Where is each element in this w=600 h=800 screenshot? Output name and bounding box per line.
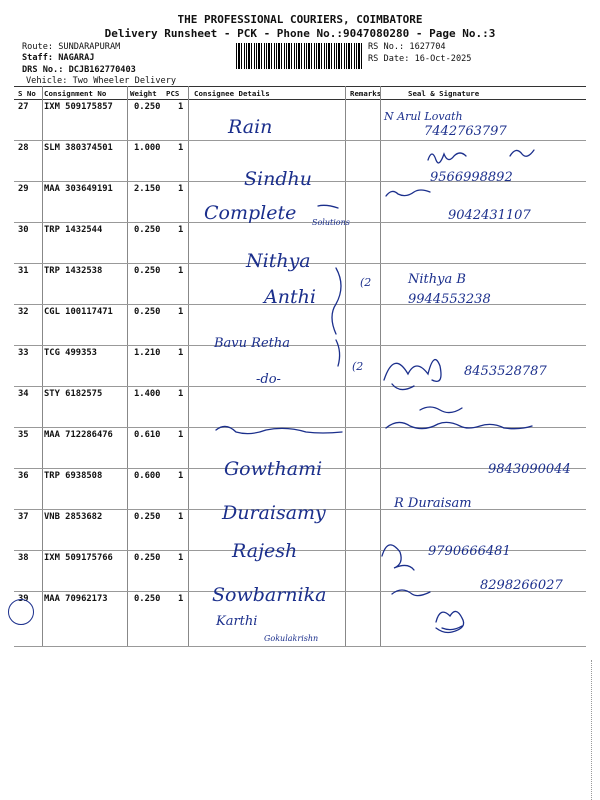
serial-number: 37 [18,512,29,522]
consignee-signature: Gowthami [224,458,323,480]
consignment-number: IXM 509175857 [44,102,113,112]
pieces-count: 1 [178,348,184,358]
pieces-count: 1 [178,143,184,153]
serial-number: 32 [18,307,29,317]
consignee-signature: Nithya [246,250,311,272]
receiver-signature: R Duraisam [394,496,472,511]
weight-value: 0.250 [134,553,161,563]
receiver-signature: Nithya B [408,272,466,287]
pieces-count: 1 [178,512,184,522]
table-top-rule [14,86,586,87]
receiver-phone: 9843090044 [488,462,571,477]
rs-number: RS No.: 1627704 [368,42,446,52]
pieces-count: 1 [178,553,184,563]
serial-number: 39 [18,594,29,604]
runsheet-title: Delivery Runsheet - PCK - Phone No.:9047080280 - Page No.:3 [104,27,496,40]
consignee-signature: Anthi [264,286,316,308]
serial-number: 38 [18,553,29,563]
receiver-phone: 7442763797 [424,124,507,139]
receiver-phone: 9042431107 [448,208,531,223]
col-weight: Weight [130,89,157,98]
consignment-number: MAA 712286476 [44,430,113,440]
serial-number: 31 [18,266,29,276]
consignment-number: CGL 100117471 [44,307,113,317]
pieces-count: 1 [178,389,184,399]
table-row [14,386,586,428]
rs-date: RS Date: 16-Oct-2025 [368,54,472,64]
pieces-count: 1 [178,266,184,276]
consignee-signature: Sindhu [244,168,312,190]
weight-value: 0.250 [134,594,161,604]
consignee-signature: Rain [228,116,273,138]
barcode [236,43,364,69]
serial-number: 33 [18,348,29,358]
weight-value: 0.250 [134,512,161,522]
receiver-phone: 9566998892 [430,170,513,185]
col-consignment: Consignment No [44,89,107,98]
handwritten-circle [8,599,34,625]
pieces-count: 1 [178,594,184,604]
serial-number: 29 [18,184,29,194]
scan-edge [591,660,598,800]
receiver-signature: N Arul Lovath [384,110,463,123]
consignment-number: VNB 2853682 [44,512,103,522]
consignee-signature: -do- [256,372,281,387]
remarks-note: (2 [360,276,372,289]
pieces-count: 1 [178,430,184,440]
consignment-number: SLM 380374501 [44,143,113,153]
table-row [14,304,586,346]
consignment-number: MAA 303649191 [44,184,113,194]
col-pcs: PCS [166,89,180,98]
weight-value: 0.250 [134,225,161,235]
consignee-note: Gokulakrishn [264,634,319,643]
consignee-note: Solutions [312,218,350,227]
weight-value: 0.600 [134,471,161,481]
receiver-phone: 8298266027 [480,578,563,593]
consignment-number: TCG 499353 [44,348,97,358]
consignee-signature: Complete [204,202,297,224]
pieces-count: 1 [178,225,184,235]
weight-value: 0.250 [134,102,161,112]
pieces-count: 1 [178,102,184,112]
consignment-number: STY 6182575 [44,389,103,399]
company-title: THE PROFESSIONAL COURIERS, COIMBATORE [177,13,423,26]
consignment-number: IXM 509175766 [44,553,113,563]
route-label: Route: SUNDARAPURAM [22,42,121,52]
consignee-signature: Rajesh [232,540,298,562]
pieces-count: 1 [178,471,184,481]
pieces-count: 1 [178,184,184,194]
weight-value: 1.210 [134,348,161,358]
weight-value: 0.250 [134,266,161,276]
consignee-signature: Karthi [216,614,258,629]
consignee-signature: Duraisamy [222,502,326,524]
col-sno: S No [18,89,36,98]
pieces-count: 1 [178,307,184,317]
col-remarks: Remarks [350,89,382,98]
weight-value: 1.000 [134,143,161,153]
col-consignee: Consignee Details [194,89,270,98]
drs-number: DRS No.: DCJB162770403 [22,65,136,75]
receiver-phone: 9944553238 [408,292,491,307]
serial-number: 30 [18,225,29,235]
serial-number: 34 [18,389,29,399]
consignee-signature: Sowbarnika [212,584,327,606]
receiver-phone: 9790666481 [428,544,511,559]
consignment-number: MAA 70962173 [44,594,108,604]
vehicle-label: Vehicle: Two Wheeler Delivery [26,76,177,86]
staff-label: Staff: NAGARAJ [22,53,95,63]
remarks-note: (2 [352,360,364,373]
consignment-number: TRP 6938508 [44,471,103,481]
consignment-number: TRP 1432538 [44,266,103,276]
serial-number: 27 [18,102,29,112]
receiver-phone: 8453528787 [464,364,547,379]
col-seal: Seal & Signature [408,89,480,98]
serial-number: 28 [18,143,29,153]
serial-number: 35 [18,430,29,440]
consignee-signature: Bavu Retha [214,336,290,351]
weight-value: 0.610 [134,430,161,440]
weight-value: 1.400 [134,389,161,399]
weight-value: 0.250 [134,307,161,317]
consignment-number: TRP 1432544 [44,225,103,235]
serial-number: 36 [18,471,29,481]
weight-value: 2.150 [134,184,161,194]
